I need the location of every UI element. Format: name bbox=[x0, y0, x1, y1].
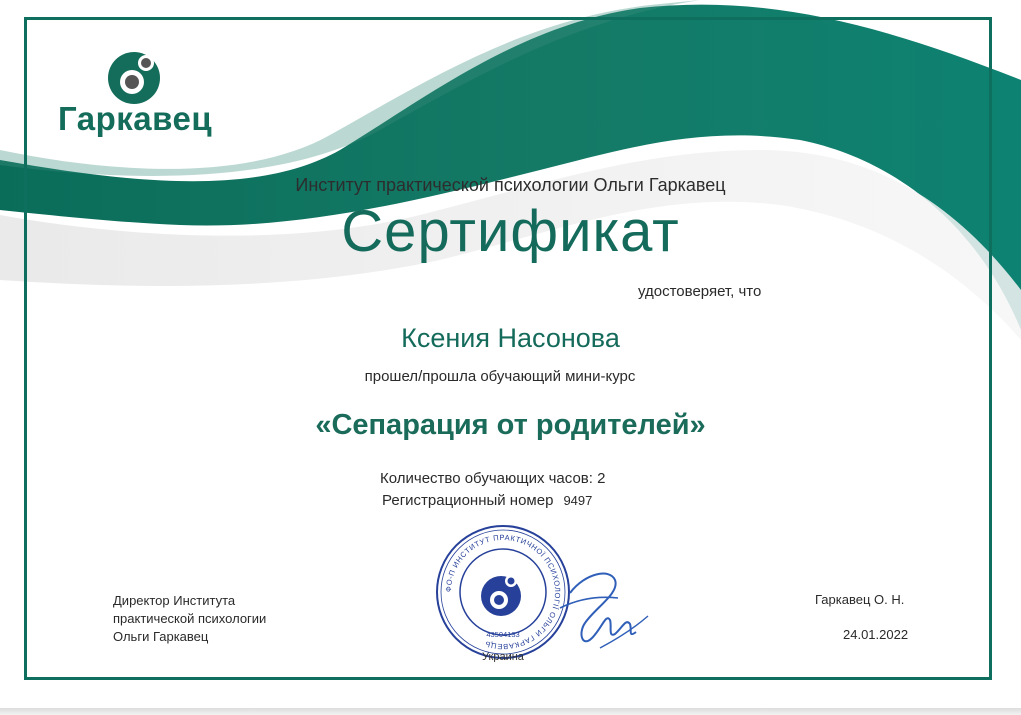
issue-date: 24.01.2022 bbox=[843, 627, 909, 642]
registration-line bbox=[382, 492, 592, 509]
page-edge bbox=[0, 708, 1021, 715]
completed-text: прошел/прошла обучающий мини-курс bbox=[364, 368, 636, 385]
signature bbox=[540, 568, 650, 658]
director-line: практической психологии bbox=[113, 611, 267, 626]
registration-number: 9497 bbox=[563, 493, 593, 508]
stamp-ring-text: ФО-П ИНСТИТУТ ПРАКТИЧНОЇ ПСИХОЛОГІЇ ОЛЬГИ ГАРКАВЕЦЬ bbox=[443, 532, 563, 652]
institute-name: Институт практической психологии Ольги Гаркавец bbox=[295, 175, 726, 195]
director-title bbox=[113, 592, 313, 646]
stamp-code: 43504133 bbox=[486, 630, 520, 639]
recipient-name: Ксения Насонова bbox=[401, 323, 620, 353]
stamp-country: Украина bbox=[482, 651, 524, 662]
garkavets-logo-icon bbox=[104, 44, 168, 108]
director-line: Ольги Гаркавец bbox=[113, 629, 209, 644]
certifies-text: удостоверяет, что bbox=[638, 283, 762, 300]
registration-label: Регистрационный номер bbox=[382, 492, 554, 509]
director-line: Директор Института bbox=[113, 593, 236, 608]
logo-text: Гаркавец bbox=[58, 100, 213, 137]
certificate-title: Сертификат bbox=[341, 199, 680, 264]
course-title: «Сепарация от родителей» bbox=[315, 409, 706, 441]
training-hours: Количество обучающих часов: 2 bbox=[380, 470, 606, 487]
signer-name: Гаркавец О. Н. bbox=[815, 592, 905, 607]
